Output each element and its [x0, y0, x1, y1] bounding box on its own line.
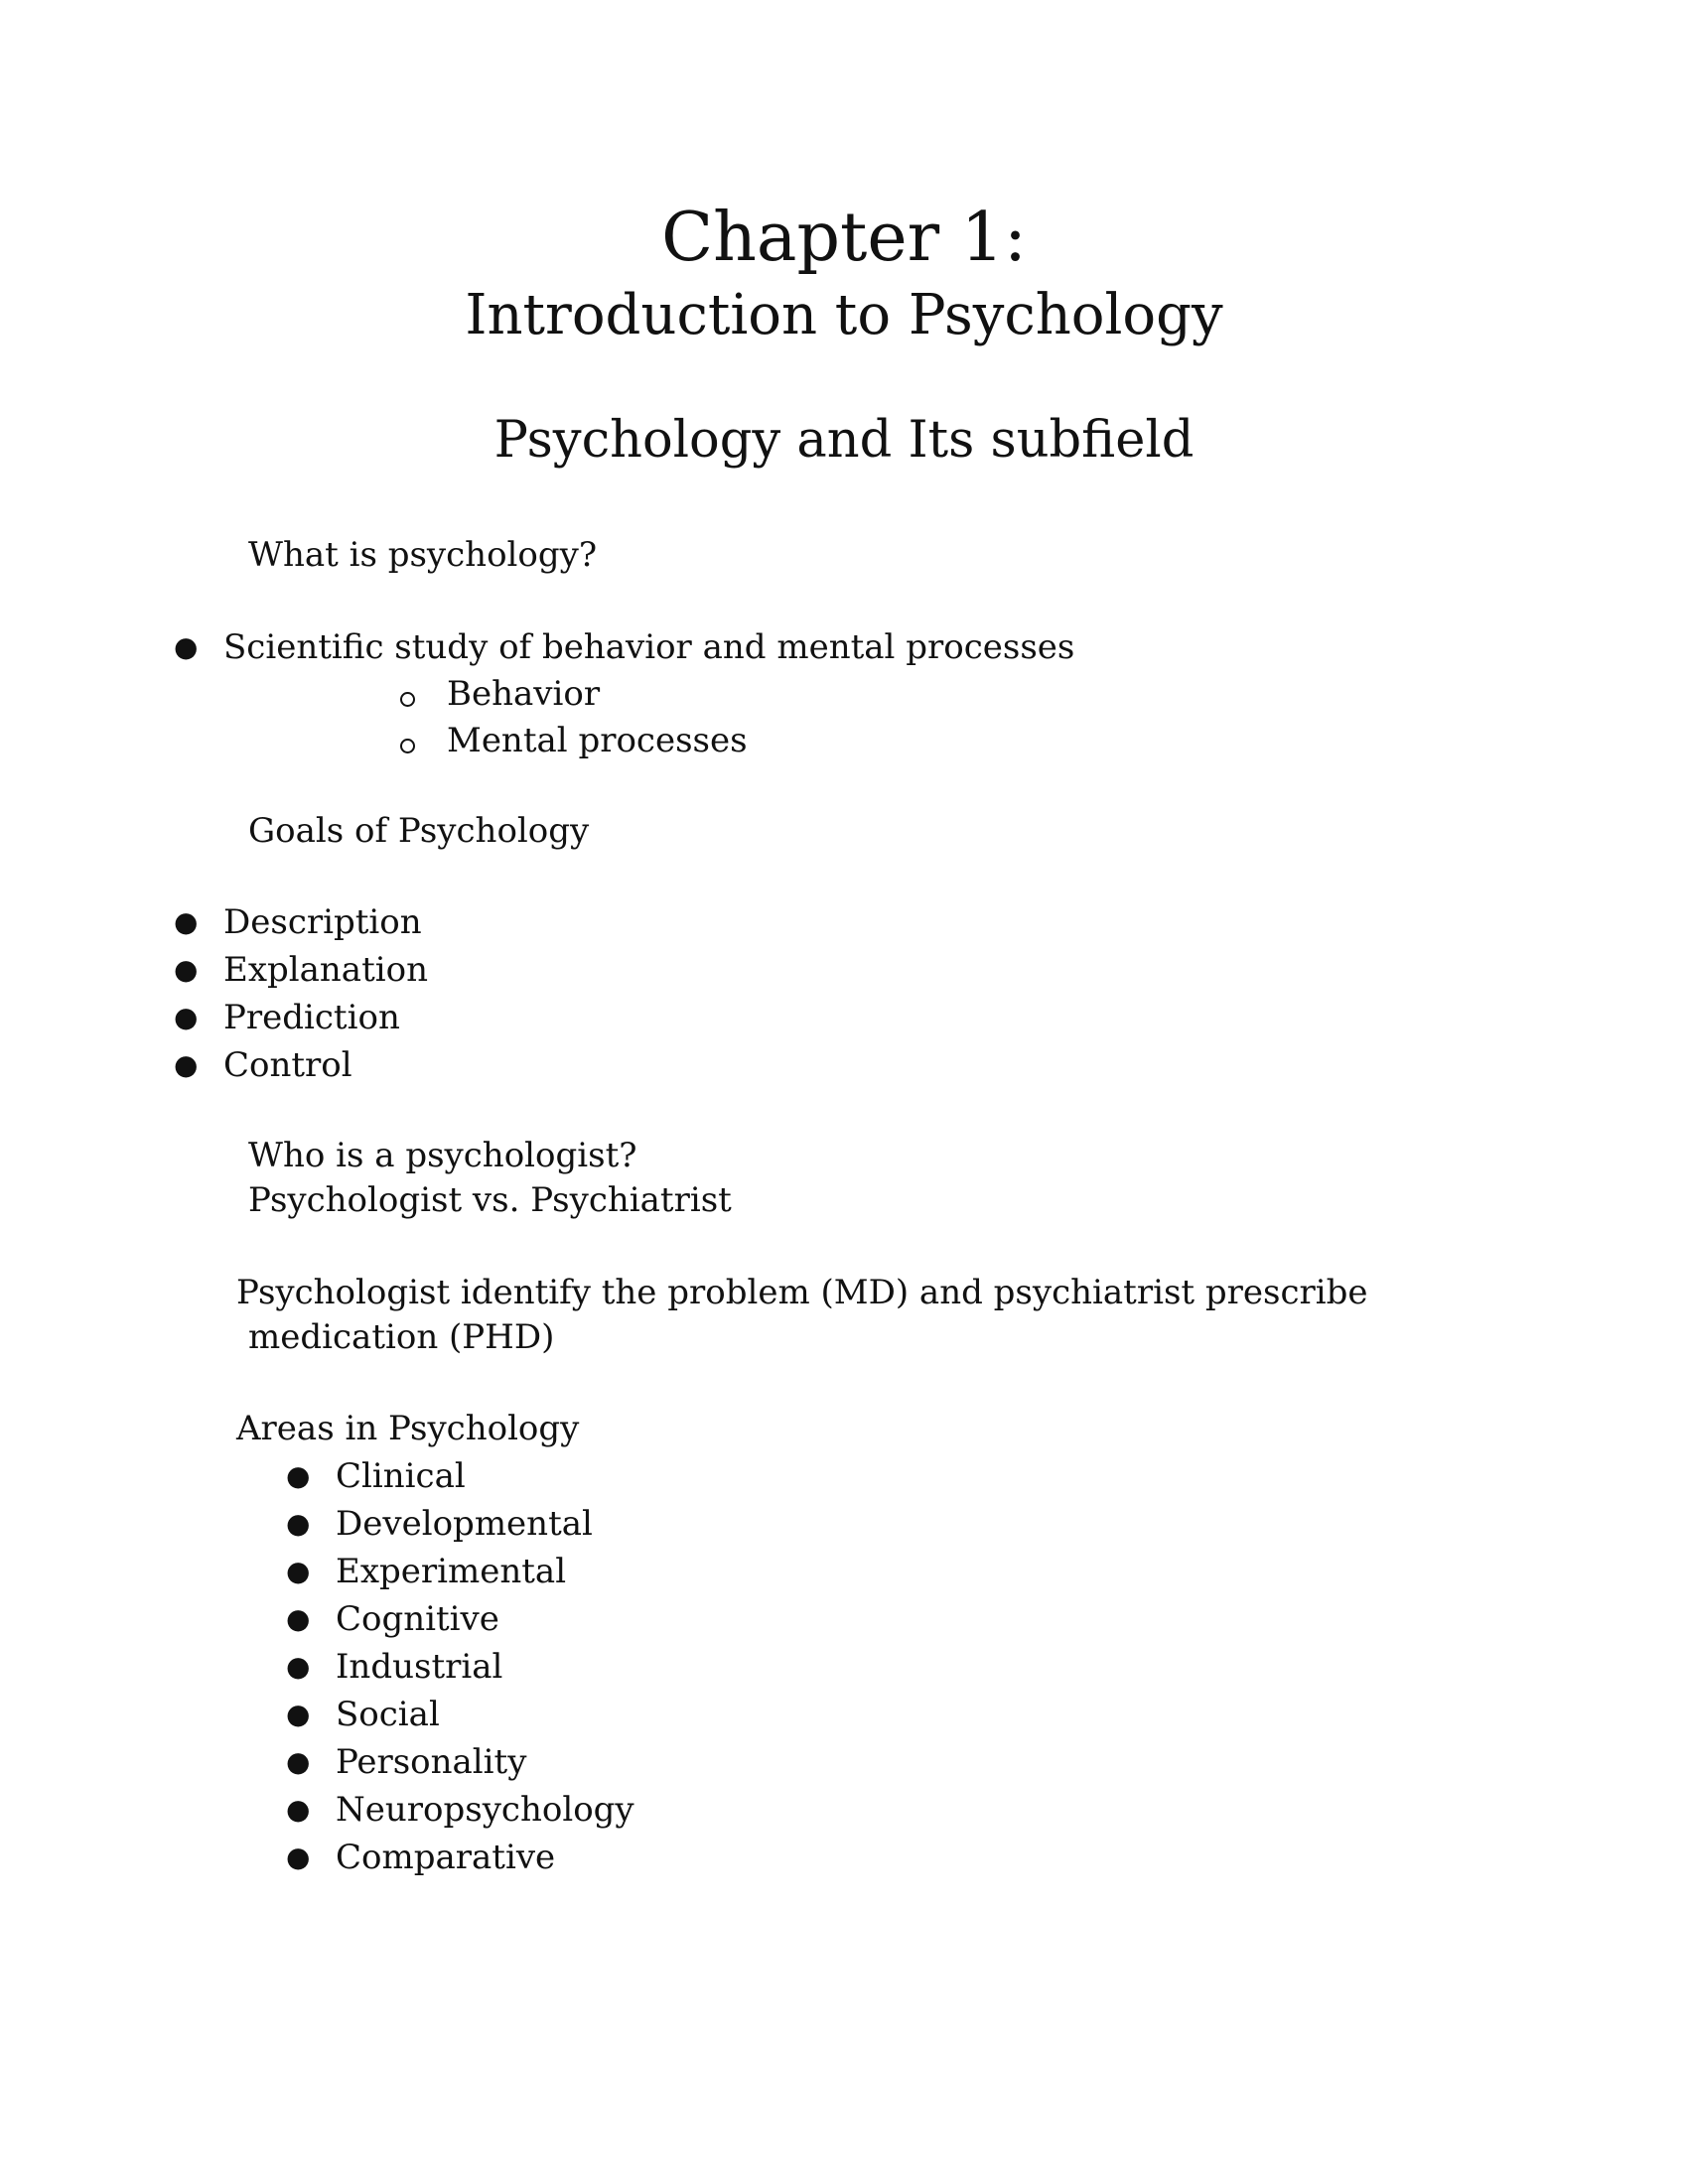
area-item: Experimental	[336, 1552, 567, 1591]
bullet-icon: ●	[174, 953, 199, 986]
bullet-icon: ●	[286, 1745, 311, 1778]
area-item: Industrial	[336, 1647, 503, 1687]
circle-bullet-icon	[400, 692, 415, 707]
circle-bullet-icon	[400, 739, 415, 753]
bullet-icon: ●	[286, 1650, 311, 1683]
goals-heading: Goals of Psychology	[248, 811, 590, 851]
area-item: Clinical	[336, 1456, 466, 1496]
bullet-icon: ●	[286, 1698, 311, 1730]
psychologist-vs-psychiatrist: Psychologist vs. Psychiatrist	[248, 1180, 732, 1220]
bullet-icon: ●	[286, 1555, 311, 1587]
bullet-icon: ●	[286, 1507, 311, 1540]
chapter-title: Chapter 1:	[661, 199, 1027, 277]
definition-bullet-text: Scientific study of behavior and mental processes	[223, 627, 1075, 667]
section-title: Psychology and Its subfield	[493, 411, 1195, 470]
goal-item: Description	[223, 902, 422, 942]
bullet-icon: ●	[286, 1602, 311, 1635]
area-item: Developmental	[336, 1504, 593, 1544]
sub-item-behavior: Behavior	[447, 674, 601, 714]
what-is-psychology-heading: What is psychology?	[248, 535, 598, 575]
area-item: Comparative	[336, 1838, 556, 1877]
bullet-icon: ●	[174, 630, 199, 663]
sub-item-mental-processes: Mental processes	[447, 721, 748, 760]
who-is-psychologist-heading: Who is a psychologist?	[248, 1136, 637, 1175]
bullet-icon: ●	[286, 1841, 311, 1873]
area-item: Cognitive	[336, 1599, 499, 1639]
goal-item: Explanation	[223, 950, 428, 990]
bullet-icon: ●	[174, 905, 199, 938]
psychologist-note-line1: Psychologist identify the problem (MD) and psychiatrist prescribe	[236, 1273, 1368, 1312]
goal-item: Control	[223, 1045, 352, 1085]
area-item: Personality	[336, 1742, 527, 1782]
areas-heading: Areas in Psychology	[236, 1409, 580, 1448]
bullet-icon: ●	[286, 1793, 311, 1826]
area-item: Social	[336, 1695, 440, 1734]
chapter-subtitle: Introduction to Psychology	[465, 283, 1223, 347]
bullet-icon: ●	[174, 1001, 199, 1033]
area-item: Neuropsychology	[336, 1790, 634, 1830]
psychologist-note-line2: medication (PHD)	[248, 1317, 555, 1357]
bullet-icon: ●	[174, 1048, 199, 1081]
goal-item: Prediction	[223, 998, 400, 1037]
bullet-icon: ●	[286, 1459, 311, 1492]
